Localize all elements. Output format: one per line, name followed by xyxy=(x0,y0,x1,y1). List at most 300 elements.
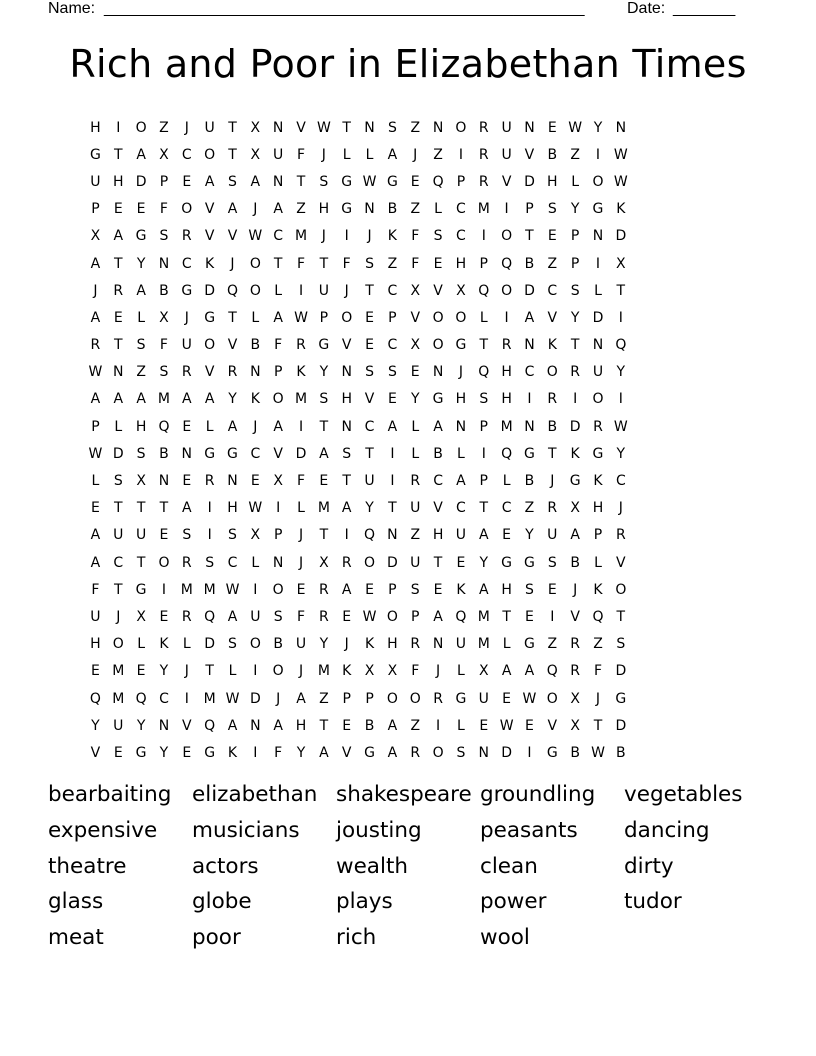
grid-letter[interactable]: S xyxy=(456,744,466,761)
grid-letter[interactable]: N xyxy=(592,228,604,245)
grid-letter[interactable]: T xyxy=(479,500,489,517)
grid-letter[interactable]: M xyxy=(112,690,125,707)
grid-letter[interactable]: G xyxy=(341,201,353,218)
grid-letter[interactable]: D xyxy=(204,282,216,299)
grid-letter[interactable]: M xyxy=(294,228,308,245)
grid-letter[interactable]: N xyxy=(250,364,261,381)
grid-letter[interactable]: V xyxy=(501,173,512,190)
grid-letter[interactable]: S xyxy=(387,364,397,381)
grid-letter[interactable]: W xyxy=(225,690,240,707)
grid-letter[interactable]: E xyxy=(182,418,192,435)
grid-letter[interactable]: V xyxy=(341,744,352,761)
grid-letter[interactable]: U xyxy=(501,146,512,163)
grid-letter[interactable]: G xyxy=(318,337,330,354)
grid-letter[interactable]: L xyxy=(502,473,511,490)
grid-letter[interactable]: A xyxy=(250,173,261,190)
grid-letter[interactable]: A xyxy=(136,282,146,299)
grid-letter[interactable]: K xyxy=(250,391,260,408)
grid-letter[interactable]: O xyxy=(249,255,261,272)
grid-letter[interactable]: A xyxy=(182,391,192,408)
grid-letter[interactable]: Z xyxy=(159,119,169,136)
grid-letter[interactable]: E xyxy=(456,554,466,571)
grid-letter[interactable]: T xyxy=(319,418,329,435)
grid-letter[interactable]: N xyxy=(364,201,375,218)
grid-letter[interactable]: C xyxy=(273,228,284,245)
grid-letter[interactable]: P xyxy=(91,201,100,218)
grid-letter[interactable]: D xyxy=(204,636,216,653)
grid-letter[interactable]: O xyxy=(204,337,216,354)
grid-letter[interactable]: P xyxy=(525,201,534,218)
grid-letter[interactable]: O xyxy=(409,690,421,707)
grid-letter[interactable]: V xyxy=(227,337,238,354)
grid-letter[interactable]: I xyxy=(595,146,601,163)
grid-letter[interactable]: A xyxy=(524,309,535,326)
grid-letter[interactable]: S xyxy=(525,581,534,598)
grid-letter[interactable]: H xyxy=(341,391,352,408)
grid-letter[interactable]: L xyxy=(594,554,602,571)
grid-letter[interactable]: A xyxy=(387,717,398,734)
grid-letter[interactable]: R xyxy=(181,364,192,381)
grid-letter[interactable]: Y xyxy=(616,445,626,462)
grid-letter[interactable]: Z xyxy=(547,636,558,653)
grid-letter[interactable]: E xyxy=(296,581,306,598)
grid-letter[interactable]: L xyxy=(114,418,123,435)
grid-letter[interactable]: S xyxy=(228,527,237,544)
grid-letter[interactable]: X xyxy=(159,309,169,326)
grid-letter[interactable]: L xyxy=(434,201,442,218)
grid-letter[interactable]: E xyxy=(502,690,512,707)
grid-letter[interactable]: M xyxy=(112,663,125,680)
grid-letter[interactable]: D xyxy=(387,554,398,571)
grid-letter[interactable]: Y xyxy=(479,554,489,571)
grid-letter[interactable]: S xyxy=(273,608,283,625)
grid-letter[interactable]: K xyxy=(456,581,466,598)
grid-letter[interactable]: S xyxy=(113,473,123,490)
grid-letter[interactable]: V xyxy=(547,717,558,734)
grid-letter[interactable]: Q xyxy=(501,255,513,272)
grid-letter[interactable]: M xyxy=(317,663,330,680)
grid-letter[interactable]: F xyxy=(274,744,283,761)
grid-letter[interactable]: X xyxy=(478,663,489,680)
grid-letter[interactable]: T xyxy=(525,228,534,245)
grid-letter[interactable]: N xyxy=(181,445,193,462)
grid-letter[interactable]: I xyxy=(573,391,578,408)
grid-letter[interactable]: T xyxy=(205,663,214,680)
grid-letter[interactable]: H xyxy=(90,119,101,136)
grid-letter[interactable]: N xyxy=(524,337,535,354)
grid-letter[interactable]: R xyxy=(615,527,626,544)
grid-letter[interactable]: H xyxy=(501,364,512,381)
grid-letter[interactable]: G xyxy=(524,445,535,462)
grid-letter[interactable]: E xyxy=(365,309,374,326)
grid-letter[interactable]: I xyxy=(436,717,441,734)
grid-letter[interactable]: C xyxy=(387,337,398,354)
grid-letter[interactable]: R xyxy=(410,473,421,490)
grid-letter[interactable]: R xyxy=(410,744,421,761)
grid-letter[interactable]: A xyxy=(478,581,489,598)
grid-letter[interactable]: M xyxy=(477,201,490,218)
grid-letter[interactable]: A xyxy=(501,663,512,680)
grid-letter[interactable]: D xyxy=(615,228,627,245)
grid-letter[interactable]: L xyxy=(411,418,420,435)
grid-letter[interactable]: V xyxy=(524,146,535,163)
grid-letter[interactable]: T xyxy=(113,146,123,163)
grid-letter[interactable]: Y xyxy=(410,391,420,408)
grid-letter[interactable]: Z xyxy=(593,636,603,653)
grid-letter[interactable]: L xyxy=(297,500,305,517)
grid-letter[interactable]: J xyxy=(321,146,326,163)
grid-letter[interactable]: E xyxy=(479,717,489,734)
grid-letter[interactable]: V xyxy=(204,201,215,218)
grid-letter[interactable]: B xyxy=(524,473,535,490)
grid-letter[interactable]: P xyxy=(365,690,374,707)
grid-letter[interactable]: Q xyxy=(135,690,147,707)
grid-letter[interactable]: Q xyxy=(592,608,604,625)
grid-letter[interactable]: I xyxy=(527,391,532,408)
grid-letter[interactable]: E xyxy=(113,744,123,761)
grid-letter[interactable]: U xyxy=(455,636,467,653)
grid-letter[interactable]: E xyxy=(159,608,169,625)
grid-letter[interactable]: N xyxy=(455,418,467,435)
grid-letter[interactable]: P xyxy=(388,309,397,326)
grid-letter[interactable]: E xyxy=(547,119,557,136)
grid-letter[interactable]: T xyxy=(113,337,123,354)
grid-letter[interactable]: N xyxy=(478,744,489,761)
grid-letter[interactable]: L xyxy=(274,282,283,299)
grid-letter[interactable]: K xyxy=(547,337,557,354)
grid-letter[interactable]: L xyxy=(502,636,511,653)
grid-letter[interactable]: U xyxy=(90,608,101,625)
grid-letter[interactable]: I xyxy=(184,690,189,707)
grid-letter[interactable]: W xyxy=(88,445,103,462)
grid-letter[interactable]: A xyxy=(273,309,283,326)
grid-letter[interactable]: L xyxy=(251,554,260,571)
grid-letter[interactable]: T xyxy=(548,445,557,462)
grid-letter[interactable]: U xyxy=(410,500,421,517)
grid-letter[interactable]: F xyxy=(411,663,420,680)
grid-letter[interactable]: B xyxy=(250,337,261,354)
grid-letter[interactable]: S xyxy=(136,445,146,462)
grid-letter[interactable]: N xyxy=(364,119,375,136)
grid-letter[interactable]: Y xyxy=(570,309,580,326)
grid-letter[interactable]: M xyxy=(157,391,170,408)
grid-letter[interactable]: Y xyxy=(159,663,169,680)
grid-letter[interactable]: B xyxy=(547,418,558,435)
grid-letter[interactable]: A xyxy=(227,717,238,734)
grid-letter[interactable]: A xyxy=(90,554,101,571)
grid-letter[interactable]: P xyxy=(479,255,488,272)
grid-letter[interactable]: F xyxy=(296,255,306,272)
grid-letter[interactable]: C xyxy=(501,500,512,517)
grid-letter[interactable]: M xyxy=(477,608,490,625)
grid-letter[interactable]: Q xyxy=(204,717,216,734)
grid-letter[interactable]: C xyxy=(456,201,466,218)
grid-letter[interactable]: T xyxy=(365,445,374,462)
grid-letter[interactable]: C xyxy=(433,473,443,490)
grid-letter[interactable]: R xyxy=(181,608,192,625)
grid-letter[interactable]: Y xyxy=(365,500,374,517)
grid-letter[interactable]: A xyxy=(319,445,329,462)
grid-letter[interactable]: N xyxy=(432,119,444,136)
grid-letter[interactable]: N xyxy=(158,717,170,734)
grid-letter[interactable]: K xyxy=(364,636,375,653)
grid-letter[interactable]: L xyxy=(411,445,420,462)
grid-letter[interactable]: T xyxy=(296,173,306,190)
grid-letter[interactable]: D xyxy=(592,309,604,326)
grid-letter[interactable]: F xyxy=(593,663,603,680)
grid-letter[interactable]: O xyxy=(546,364,558,381)
grid-letter[interactable]: J xyxy=(253,418,258,435)
grid-letter[interactable]: G xyxy=(227,445,238,462)
grid-letter[interactable]: V xyxy=(227,228,238,245)
grid-letter[interactable]: J xyxy=(298,527,304,544)
grid-letter[interactable]: K xyxy=(593,581,603,598)
grid-letter[interactable]: X xyxy=(250,119,261,136)
grid-letter[interactable]: O xyxy=(364,554,376,571)
grid-letter[interactable]: U xyxy=(410,554,421,571)
grid-letter[interactable]: E xyxy=(182,744,192,761)
grid-letter[interactable]: E xyxy=(433,581,443,598)
grid-letter[interactable]: Z xyxy=(570,146,580,163)
grid-letter[interactable]: T xyxy=(616,282,626,299)
grid-letter[interactable]: K xyxy=(227,744,238,761)
grid-letter[interactable]: I xyxy=(344,228,349,245)
grid-letter[interactable]: D xyxy=(615,663,627,680)
grid-letter[interactable]: H xyxy=(387,636,398,653)
grid-letter[interactable]: Z xyxy=(547,255,558,272)
grid-letter[interactable]: P xyxy=(593,527,603,544)
grid-letter[interactable]: G xyxy=(341,173,353,190)
grid-letter[interactable]: V xyxy=(410,309,421,326)
grid-letter[interactable]: C xyxy=(615,473,626,490)
grid-letter[interactable]: G xyxy=(592,201,604,218)
grid-letter[interactable]: K xyxy=(205,255,215,272)
grid-letter[interactable]: P xyxy=(273,527,283,544)
grid-letter[interactable]: P xyxy=(342,690,351,707)
grid-letter[interactable]: D xyxy=(249,690,261,707)
grid-letter[interactable]: X xyxy=(410,337,421,354)
grid-letter[interactable]: H xyxy=(501,391,512,408)
grid-letter[interactable]: V xyxy=(273,445,283,462)
grid-letter[interactable]: E xyxy=(387,391,397,408)
grid-letter[interactable]: J xyxy=(367,228,372,245)
grid-letter[interactable]: J xyxy=(595,690,601,707)
grid-letter[interactable]: O xyxy=(546,690,558,707)
grid-letter[interactable]: W xyxy=(613,146,628,163)
grid-letter[interactable]: W xyxy=(613,418,628,435)
grid-letter[interactable]: E xyxy=(159,527,169,544)
grid-letter[interactable]: T xyxy=(228,309,237,326)
grid-letter[interactable]: O xyxy=(592,391,604,408)
grid-letter[interactable]: J xyxy=(618,500,623,517)
grid-letter[interactable]: Z xyxy=(410,201,421,218)
grid-letter[interactable]: W xyxy=(88,364,103,381)
grid-letter[interactable]: E xyxy=(365,337,374,354)
grid-letter[interactable]: M xyxy=(203,581,216,598)
grid-letter[interactable]: S xyxy=(365,364,374,381)
grid-letter[interactable]: A xyxy=(433,608,443,625)
grid-letter[interactable]: A xyxy=(456,473,466,490)
grid-letter[interactable]: N xyxy=(432,364,444,381)
grid-letter[interactable]: U xyxy=(135,527,147,544)
grid-letter[interactable]: M xyxy=(294,391,308,408)
grid-letter[interactable]: O xyxy=(501,228,513,245)
grid-letter[interactable]: S xyxy=(205,554,215,571)
grid-letter[interactable]: W xyxy=(294,309,308,326)
grid-letter[interactable]: L xyxy=(182,636,191,653)
grid-letter[interactable]: H xyxy=(501,581,512,598)
grid-letter[interactable]: R xyxy=(478,146,489,163)
grid-letter[interactable]: A xyxy=(273,418,283,435)
grid-letter[interactable]: X xyxy=(570,690,580,707)
grid-letter[interactable]: P xyxy=(319,309,329,326)
grid-letter[interactable]: L xyxy=(228,663,237,680)
grid-letter[interactable]: L xyxy=(571,173,580,190)
grid-letter[interactable]: E xyxy=(90,500,100,517)
grid-letter[interactable]: K xyxy=(570,445,580,462)
grid-letter[interactable]: E xyxy=(136,201,146,218)
grid-letter[interactable]: I xyxy=(618,391,623,408)
grid-letter[interactable]: R xyxy=(227,364,238,381)
grid-letter[interactable]: O xyxy=(615,581,627,598)
grid-letter[interactable]: T xyxy=(113,500,123,517)
grid-letter[interactable]: P xyxy=(273,364,283,381)
grid-letter[interactable]: O xyxy=(249,282,261,299)
grid-letter[interactable]: T xyxy=(159,500,169,517)
grid-letter[interactable]: A xyxy=(319,744,329,761)
grid-letter[interactable]: Y xyxy=(136,717,146,734)
grid-letter[interactable]: H xyxy=(113,173,124,190)
grid-letter[interactable]: V xyxy=(433,500,443,517)
grid-letter[interactable]: Z xyxy=(433,146,443,163)
grid-letter[interactable]: N xyxy=(524,418,535,435)
grid-letter[interactable]: E xyxy=(410,173,420,190)
grid-letter[interactable]: O xyxy=(158,554,170,571)
grid-letter[interactable]: I xyxy=(618,309,623,326)
grid-letter[interactable]: O xyxy=(181,201,193,218)
grid-letter[interactable]: Z xyxy=(410,527,421,544)
grid-letter[interactable]: R xyxy=(181,228,192,245)
grid-letter[interactable]: I xyxy=(481,445,486,462)
grid-letter[interactable]: W xyxy=(225,581,240,598)
grid-letter[interactable]: M xyxy=(203,690,216,707)
grid-letter[interactable]: L xyxy=(457,445,465,462)
grid-letter[interactable]: O xyxy=(432,337,444,354)
grid-letter[interactable]: J xyxy=(550,473,555,490)
grid-letter[interactable]: H xyxy=(432,527,444,544)
grid-letter[interactable]: I xyxy=(298,418,304,435)
grid-letter[interactable]: B xyxy=(433,445,443,462)
grid-letter[interactable]: V xyxy=(616,554,626,571)
grid-letter[interactable]: W xyxy=(522,690,537,707)
grid-letter[interactable]: G xyxy=(501,554,513,571)
grid-letter[interactable]: R xyxy=(410,636,421,653)
grid-letter[interactable]: J xyxy=(276,690,281,707)
grid-letter[interactable]: S xyxy=(433,228,443,245)
grid-letter[interactable]: F xyxy=(296,608,306,625)
grid-letter[interactable]: O xyxy=(204,146,216,163)
grid-letter[interactable]: X xyxy=(570,717,580,734)
grid-letter[interactable]: Y xyxy=(319,636,329,653)
grid-letter[interactable]: R xyxy=(181,554,192,571)
grid-letter[interactable]: R xyxy=(570,636,580,653)
grid-letter[interactable]: N xyxy=(524,119,535,136)
grid-letter[interactable]: N xyxy=(272,173,284,190)
grid-letter[interactable]: A xyxy=(387,418,398,435)
grid-letter[interactable]: E xyxy=(342,608,352,625)
grid-letter[interactable]: A xyxy=(524,663,535,680)
grid-letter[interactable]: O xyxy=(386,608,398,625)
grid-letter[interactable]: S xyxy=(319,173,329,190)
grid-letter[interactable]: C xyxy=(181,255,192,272)
grid-letter[interactable]: I xyxy=(253,581,258,598)
grid-letter[interactable]: B xyxy=(547,146,558,163)
grid-letter[interactable]: R xyxy=(113,282,124,299)
grid-letter[interactable]: W xyxy=(316,119,331,136)
grid-letter[interactable]: B xyxy=(616,744,626,761)
grid-letter[interactable]: V xyxy=(433,282,443,299)
grid-letter[interactable]: T xyxy=(228,119,237,136)
grid-letter[interactable]: L xyxy=(342,146,351,163)
grid-letter[interactable]: E xyxy=(525,608,534,625)
grid-letter[interactable]: D xyxy=(615,717,627,734)
grid-letter[interactable]: E xyxy=(113,201,123,218)
grid-letter[interactable]: X xyxy=(90,228,101,245)
grid-letter[interactable]: E xyxy=(113,309,123,326)
grid-letter[interactable]: D xyxy=(524,282,535,299)
grid-letter[interactable]: A xyxy=(136,391,146,408)
grid-letter[interactable]: H xyxy=(227,500,238,517)
grid-letter[interactable]: E xyxy=(342,717,352,734)
grid-letter[interactable]: R xyxy=(204,473,215,490)
grid-letter[interactable]: T xyxy=(319,527,329,544)
grid-letter[interactable]: L xyxy=(91,473,100,490)
grid-letter[interactable]: Z xyxy=(296,201,306,218)
grid-letter[interactable]: J xyxy=(230,255,235,272)
grid-letter[interactable]: C xyxy=(387,282,398,299)
grid-letter[interactable]: X xyxy=(570,500,580,517)
grid-letter[interactable]: Q xyxy=(546,663,558,680)
grid-letter[interactable]: G xyxy=(592,445,604,462)
grid-letter[interactable]: P xyxy=(456,173,466,190)
grid-letter[interactable]: L xyxy=(137,636,146,653)
grid-letter[interactable]: O xyxy=(272,663,284,680)
grid-letter[interactable]: W xyxy=(248,228,263,245)
grid-letter[interactable]: O xyxy=(249,636,261,653)
grid-letter[interactable]: X xyxy=(319,554,329,571)
grid-letter[interactable]: O xyxy=(341,309,353,326)
grid-letter[interactable]: S xyxy=(182,527,192,544)
grid-letter[interactable]: P xyxy=(411,608,420,625)
grid-letter[interactable]: N xyxy=(615,119,627,136)
grid-letter[interactable]: Q xyxy=(501,445,513,462)
grid-letter[interactable]: A xyxy=(273,717,283,734)
grid-letter[interactable]: R xyxy=(90,337,101,354)
grid-letter[interactable]: H xyxy=(135,418,147,435)
grid-letter[interactable]: E xyxy=(182,473,192,490)
grid-letter[interactable]: C xyxy=(250,445,261,462)
grid-letter[interactable]: C xyxy=(456,228,466,245)
grid-letter[interactable]: L xyxy=(137,309,146,326)
grid-letter[interactable]: G xyxy=(135,744,147,761)
grid-letter[interactable]: N xyxy=(272,554,284,571)
grid-letter[interactable]: E xyxy=(136,663,146,680)
grid-letter[interactable]: C xyxy=(456,500,466,517)
grid-letter[interactable]: O xyxy=(592,173,604,190)
grid-letter[interactable]: S xyxy=(547,201,557,218)
grid-letter[interactable]: U xyxy=(113,717,124,734)
grid-letter[interactable]: P xyxy=(479,473,488,490)
